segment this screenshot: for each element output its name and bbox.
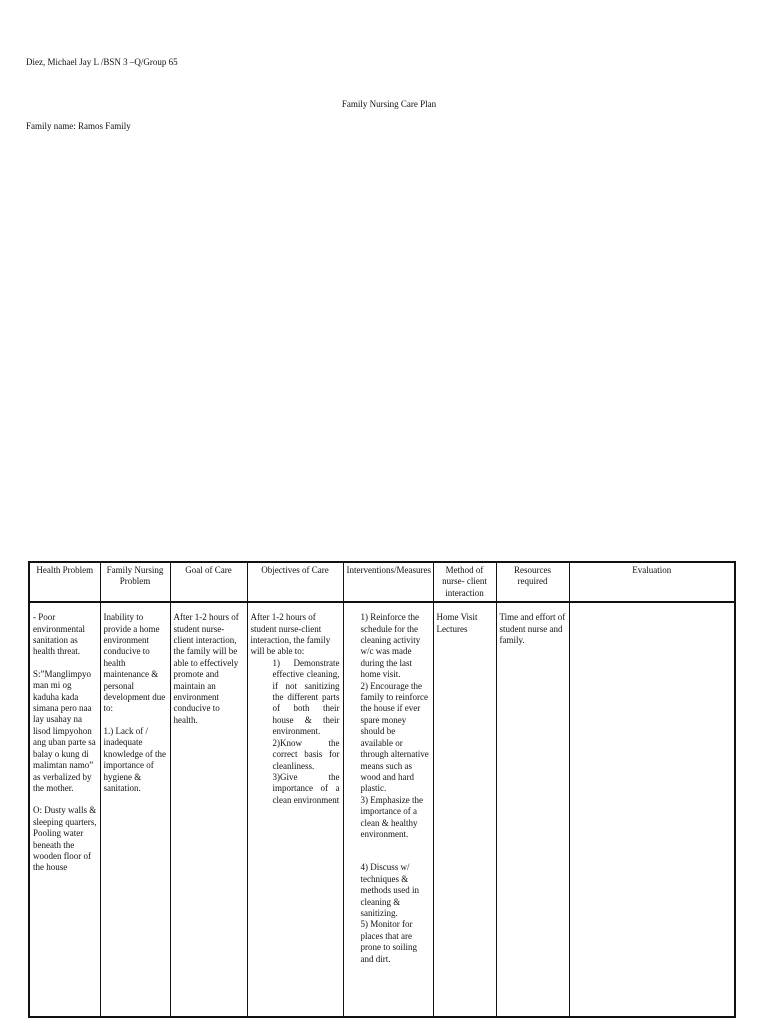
intervention-item: 3) Emphasize the importance of a clean & healthy environment. — [360, 794, 423, 839]
objective-item: 3)Give the importance of a clean environment — [272, 771, 340, 805]
nursing-problem-cause: 1.) Lack of / inadequate knowledge of the importance of hygiene & sanitation. — [103, 725, 166, 793]
table-row — [29, 602, 735, 1017]
family-name: Family name: Ramos Family — [26, 121, 131, 131]
column-header: Evaluation — [569, 562, 735, 602]
health-problem-text: - Poor environmental sanitation as health threat. — [33, 612, 85, 657]
column-header: Resources required — [496, 562, 569, 602]
interventions-cell — [343, 602, 433, 1017]
objectives-intro: After 1-2 hours of student nurse-client interaction, the family will be able to: — [250, 612, 331, 657]
objective-item: 1) Demonstrate effective cleaning, if not sanitizing the different parts of both their house & their environment. — [272, 657, 340, 737]
column-header: Interventions/Measures — [343, 562, 433, 602]
intervention-item: 2) Encourage the family to reinforce the house if ever spare money should be available or through alternative means such as wood and hard plastic. — [360, 680, 429, 794]
method-cell — [433, 602, 496, 1017]
objectives-of-care-cell — [247, 602, 343, 1017]
nursing-problem-text: Inability to provide a home environment conducive to health maintenance & personal development due to: — [103, 612, 166, 714]
column-header: Family Nursing Problem — [100, 562, 170, 602]
evaluation-cell — [569, 602, 735, 1017]
author-line: Diez, Michael Jay L /BSN 3 –Q/Group 65 — [26, 57, 178, 67]
objective-cue: O: Dusty walls & sleeping quarters, Pooling water beneath the wooden floor of the house — [33, 805, 97, 873]
resources-cell — [496, 602, 569, 1017]
method-item: Home Visit — [436, 612, 478, 623]
intervention-item: 1) Reinforce the schedule for the cleaning activity w/c was made during the last home visit. — [360, 612, 421, 680]
resources-text: Time and effort of student nurse and family. — [499, 612, 566, 646]
column-header: Method of nurse- client interaction — [433, 562, 496, 602]
objective-item: 2)Know the correct basis for cleanliness. — [272, 737, 340, 771]
care-plan-table — [28, 561, 736, 1018]
health-problem-cell — [29, 602, 100, 1017]
subjective-cue: S:”Manglimpyo man mi og kaduha kada simana pero naa lay usahay na lisod limpyohon ang uban parte sa balay o kung di malimtan namo” as verbalized by the mother. — [33, 668, 96, 793]
family-nursing-problem-cell — [100, 602, 170, 1017]
document-title: Family Nursing Care Plan — [341, 99, 437, 109]
method-item: Lectures — [436, 623, 468, 634]
intervention-item: 4) Discuss w/ techniques & methods used in cleaning & sanitizing. — [360, 862, 419, 918]
table-header-row — [29, 562, 735, 602]
intervention-item: 5) Monitor for places that are prone to soiling and dirt. — [360, 919, 417, 964]
column-header: Goal of Care — [170, 562, 247, 602]
goal-of-care-cell — [170, 602, 247, 1017]
goal-text: After 1-2 hours of student nurse-client interaction, the family will be able to effectively promote and maintain an environment conducive to health. — [173, 612, 239, 725]
column-header: Objectives of Care — [247, 562, 343, 602]
column-header: Health Problem — [29, 562, 100, 602]
